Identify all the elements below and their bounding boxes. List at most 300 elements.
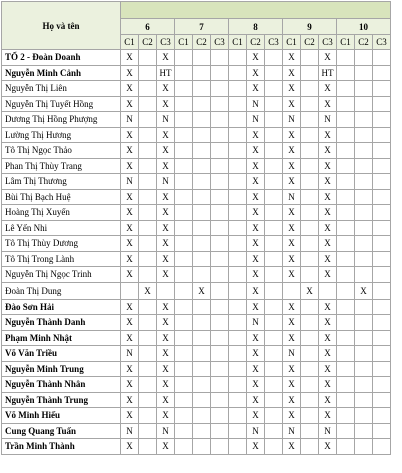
schedule-cell [139, 361, 157, 377]
schedule-cell [301, 299, 319, 315]
person-name: Nguyễn Thành Danh [2, 315, 121, 331]
schedule-cell [175, 96, 193, 112]
schedule-cell [373, 127, 391, 143]
table-row [2, 392, 391, 408]
schedule-cell [355, 127, 373, 143]
schedule-cell [211, 439, 229, 455]
class-header-7-c2: C2 [193, 35, 211, 50]
table-row [2, 282, 391, 299]
schedule-cell: X [247, 81, 265, 97]
schedule-cell [337, 330, 355, 346]
person-name: Bùi Thị Bạch Huệ [2, 189, 121, 205]
schedule-cell: X [121, 96, 139, 112]
schedule-cell [355, 65, 373, 81]
schedule-cell [139, 315, 157, 331]
schedule-cell [265, 158, 283, 174]
schedule-cell: N [157, 112, 175, 128]
schedule-cell [301, 361, 319, 377]
schedule-cell [229, 267, 247, 283]
schedule-cell: X [121, 408, 139, 424]
person-name: Võ Minh Hiếu [2, 408, 121, 424]
schedule-cell: N [247, 423, 265, 439]
schedule-cell: X [157, 408, 175, 424]
person-name: Cung Quang Tuấn [2, 423, 121, 439]
table-row [2, 315, 391, 331]
schedule-cell [139, 346, 157, 362]
schedule-cell [337, 267, 355, 283]
class-header-10-c1: C1 [337, 35, 355, 50]
class-header-7-c1: C1 [175, 35, 193, 50]
schedule-cell [355, 377, 373, 393]
schedule-cell: N [157, 423, 175, 439]
schedule-cell [175, 299, 193, 315]
person-name: Lường Thị Hương [2, 127, 121, 143]
schedule-cell [175, 251, 193, 267]
schedule-cell [193, 174, 211, 190]
schedule-cell [301, 174, 319, 190]
schedule-cell [301, 50, 319, 66]
schedule-cell [301, 65, 319, 81]
schedule-cell [355, 205, 373, 221]
schedule-cell [337, 408, 355, 424]
schedule-cell [211, 282, 229, 299]
schedule-cell [373, 112, 391, 128]
schedule-cell [211, 158, 229, 174]
grade-header-10: 10 [337, 19, 391, 35]
schedule-cell [229, 143, 247, 159]
class-header-9-c2: C2 [301, 35, 319, 50]
person-name: Tô Thị Ngọc Thảo [2, 143, 121, 159]
schedule-cell [175, 220, 193, 236]
schedule-cell [337, 236, 355, 252]
schedule-cell [355, 189, 373, 205]
schedule-cell: X [157, 50, 175, 66]
schedule-cell: X [283, 205, 301, 221]
schedule-cell: X [283, 174, 301, 190]
schedule-cell [139, 220, 157, 236]
table-row [2, 81, 391, 97]
schedule-cell [319, 282, 337, 299]
table-row [2, 127, 391, 143]
person-name: Tô Thị Thùy Dương [2, 236, 121, 252]
schedule-cell: X [157, 315, 175, 331]
schedule-cell [301, 189, 319, 205]
schedule-cell: X [283, 251, 301, 267]
person-name: Nguyễn Thành Trung [2, 392, 121, 408]
schedule-cell [265, 377, 283, 393]
schedule-cell [301, 205, 319, 221]
schedule-cell: N [283, 346, 301, 362]
table-row [2, 112, 391, 128]
schedule-cell [211, 127, 229, 143]
schedule-cell [301, 81, 319, 97]
schedule-cell [373, 423, 391, 439]
schedule-cell [355, 158, 373, 174]
schedule-cell [139, 330, 157, 346]
schedule-cell: X [319, 267, 337, 283]
schedule-cell [373, 50, 391, 66]
schedule-cell [301, 158, 319, 174]
schedule-cell: X [247, 267, 265, 283]
schedule-cell [301, 267, 319, 283]
schedule-cell [265, 361, 283, 377]
schedule-cell [193, 330, 211, 346]
schedule-cell [373, 315, 391, 331]
schedule-cell [265, 205, 283, 221]
schedule-cell [229, 189, 247, 205]
class-header-7-c3: C3 [211, 35, 229, 50]
schedule-cell [337, 174, 355, 190]
schedule-cell [265, 96, 283, 112]
schedule-cell [211, 346, 229, 362]
schedule-cell: X [121, 220, 139, 236]
schedule-cell [337, 81, 355, 97]
schedule-cell: X [283, 50, 301, 66]
schedule-cell [193, 96, 211, 112]
schedule-cell: X [157, 236, 175, 252]
schedule-cell [265, 267, 283, 283]
schedule-cell [301, 220, 319, 236]
schedule-cell: X [283, 220, 301, 236]
grade-header-9: 9 [283, 19, 337, 35]
schedule-cell [193, 423, 211, 439]
schedule-cell: X [247, 251, 265, 267]
schedule-cell [301, 408, 319, 424]
schedule-cell: X [283, 81, 301, 97]
schedule-cell [193, 439, 211, 455]
schedule-cell [139, 65, 157, 81]
schedule-cell [211, 361, 229, 377]
schedule-cell: X [157, 158, 175, 174]
class-header-10-c2: C2 [355, 35, 373, 50]
schedule-cell [337, 282, 355, 299]
schedule-cell: X [121, 158, 139, 174]
schedule-cell [373, 96, 391, 112]
schedule-cell: N [247, 112, 265, 128]
person-name: Trần Minh Thành [2, 439, 121, 455]
schedule-cell [193, 112, 211, 128]
schedule-cell [337, 346, 355, 362]
person-name: Dương Thị Hồng Phượng [2, 112, 121, 128]
schedule-cell [139, 408, 157, 424]
schedule-cell [301, 96, 319, 112]
schedule-table [1, 1, 391, 455]
schedule-cell [301, 112, 319, 128]
schedule-cell [265, 236, 283, 252]
schedule-cell [265, 143, 283, 159]
schedule-cell: X [283, 96, 301, 112]
schedule-cell [373, 189, 391, 205]
schedule-cell [139, 189, 157, 205]
schedule-cell [337, 189, 355, 205]
schedule-cell [229, 174, 247, 190]
schedule-cell [265, 408, 283, 424]
schedule-cell [139, 423, 157, 439]
schedule-cell: X [283, 315, 301, 331]
table-row [2, 330, 391, 346]
schedule-cell [175, 282, 193, 299]
schedule-cell: X [319, 330, 337, 346]
schedule-cell [229, 330, 247, 346]
schedule-cell: X [247, 377, 265, 393]
schedule-cell: N [247, 96, 265, 112]
schedule-cell: X [319, 189, 337, 205]
schedule-cell [265, 112, 283, 128]
schedule-cell: X [121, 439, 139, 455]
table-row [2, 143, 391, 159]
class-header-6-c1: C1 [121, 35, 139, 50]
schedule-cell: X [319, 251, 337, 267]
schedule-cell [175, 267, 193, 283]
schedule-cell [193, 205, 211, 221]
schedule-cell: X [247, 392, 265, 408]
schedule-cell [373, 158, 391, 174]
class-header-6-c2: C2 [139, 35, 157, 50]
class-header-8-c3: C3 [265, 35, 283, 50]
schedule-cell: X [283, 361, 301, 377]
table-row [2, 189, 391, 205]
schedule-cell [193, 361, 211, 377]
schedule-cell [337, 65, 355, 81]
schedule-cell: N [121, 112, 139, 128]
schedule-cell [229, 346, 247, 362]
person-name: Nguyễn Minh Cảnh [2, 65, 121, 81]
schedule-cell: X [319, 205, 337, 221]
class-header-9-c1: C1 [283, 35, 301, 50]
schedule-cell [265, 439, 283, 455]
schedule-cell [355, 81, 373, 97]
table-row [2, 267, 391, 283]
schedule-cell [355, 330, 373, 346]
schedule-cell: X [319, 81, 337, 97]
schedule-cell [175, 361, 193, 377]
schedule-cell [211, 205, 229, 221]
schedule-cell: X [121, 361, 139, 377]
schedule-cell [283, 282, 301, 299]
schedule-cell [139, 251, 157, 267]
schedule-cell: X [121, 65, 139, 81]
table-row [2, 50, 391, 66]
schedule-cell: X [319, 315, 337, 331]
schedule-cell: X [157, 96, 175, 112]
person-name: Lê Yến Nhi [2, 220, 121, 236]
schedule-cell [193, 315, 211, 331]
schedule-cell: X [283, 267, 301, 283]
schedule-cell [265, 423, 283, 439]
schedule-cell [139, 267, 157, 283]
schedule-cell [265, 174, 283, 190]
schedule-cell: X [283, 392, 301, 408]
schedule-cell [229, 50, 247, 66]
schedule-cell: X [283, 65, 301, 81]
schedule-cell: N [247, 315, 265, 331]
person-name: Phan Thị Thùy Trang [2, 158, 121, 174]
schedule-cell [337, 251, 355, 267]
schedule-cell [175, 315, 193, 331]
schedule-cell [301, 330, 319, 346]
person-name: Nguyễn Thị Liên [2, 81, 121, 97]
schedule-cell [355, 220, 373, 236]
schedule-cell: X [121, 330, 139, 346]
schedule-cell: X [247, 127, 265, 143]
schedule-cell: X [247, 282, 265, 299]
schedule-cell [265, 392, 283, 408]
schedule-cell [265, 50, 283, 66]
table-row [2, 439, 391, 455]
schedule-cell [211, 299, 229, 315]
schedule-cell [229, 315, 247, 331]
schedule-cell [175, 189, 193, 205]
schedule-cell [337, 315, 355, 331]
schedule-cell [139, 112, 157, 128]
schedule-cell: X [157, 439, 175, 455]
class-header-8-c1: C1 [229, 35, 247, 50]
schedule-cell [139, 158, 157, 174]
schedule-cell [301, 251, 319, 267]
table-row [2, 220, 391, 236]
schedule-cell [373, 299, 391, 315]
schedule-cell [175, 50, 193, 66]
schedule-cell [373, 205, 391, 221]
schedule-cell [373, 81, 391, 97]
schedule-cell: X [247, 408, 265, 424]
class-header-10-c3: C3 [373, 35, 391, 50]
schedule-cell: N [283, 189, 301, 205]
schedule-cell [355, 315, 373, 331]
schedule-cell [175, 330, 193, 346]
schedule-cell: X [157, 330, 175, 346]
person-name: Đoàn Thị Dung [2, 282, 121, 299]
schedule-cell: X [247, 174, 265, 190]
schedule-cell [337, 299, 355, 315]
schedule-cell [229, 439, 247, 455]
schedule-cell [193, 346, 211, 362]
schedule-cell [265, 315, 283, 331]
schedule-cell [265, 330, 283, 346]
schedule-cell [175, 423, 193, 439]
schedule-cell [337, 50, 355, 66]
class-header-6-c3: C3 [157, 35, 175, 50]
schedule-cell [175, 143, 193, 159]
schedule-cell [373, 377, 391, 393]
schedule-cell [355, 112, 373, 128]
schedule-cell: X [247, 65, 265, 81]
table-body [2, 50, 391, 455]
schedule-cell [355, 174, 373, 190]
schedule-cell: X [283, 236, 301, 252]
schedule-cell [211, 189, 229, 205]
schedule-cell [355, 251, 373, 267]
schedule-cell [301, 346, 319, 362]
class-header-9-c3: C3 [319, 35, 337, 50]
grade-header-6: 6 [121, 19, 175, 35]
schedule-cell [229, 236, 247, 252]
schedule-cell [355, 423, 373, 439]
schedule-cell [337, 158, 355, 174]
schedule-cell [355, 299, 373, 315]
schedule-cell [373, 236, 391, 252]
schedule-cell: X [319, 127, 337, 143]
table-row [2, 205, 391, 221]
schedule-cell [301, 377, 319, 393]
schedule-cell [211, 251, 229, 267]
table-row [2, 174, 391, 190]
schedule-cell: N [121, 423, 139, 439]
schedule-cell [373, 267, 391, 283]
table-row [2, 251, 391, 267]
schedule-cell: X [319, 408, 337, 424]
schedule-cell: X [157, 267, 175, 283]
table-row [2, 361, 391, 377]
table-row [2, 377, 391, 393]
schedule-cell [265, 189, 283, 205]
schedule-cell [193, 392, 211, 408]
grade-header-7: 7 [175, 19, 229, 35]
schedule-cell [355, 50, 373, 66]
schedule-cell [373, 361, 391, 377]
person-name: Phạm Minh Nhật [2, 330, 121, 346]
schedule-cell: X [121, 267, 139, 283]
schedule-cell [265, 251, 283, 267]
schedule-cell [355, 236, 373, 252]
schedule-cell: X [247, 158, 265, 174]
schedule-cell: X [121, 189, 139, 205]
schedule-cell [193, 236, 211, 252]
schedule-cell [373, 439, 391, 455]
schedule-cell: X [283, 127, 301, 143]
schedule-cell [301, 423, 319, 439]
schedule-cell [337, 392, 355, 408]
schedule-cell [229, 127, 247, 143]
schedule-cell [373, 408, 391, 424]
schedule-cell [211, 174, 229, 190]
schedule-cell [355, 408, 373, 424]
table-row [2, 96, 391, 112]
schedule-cell [139, 439, 157, 455]
schedule-cell: X [319, 220, 337, 236]
schedule-cell: X [157, 392, 175, 408]
schedule-cell [337, 377, 355, 393]
schedule-cell [355, 392, 373, 408]
schedule-cell [373, 220, 391, 236]
schedule-cell [229, 377, 247, 393]
schedule-cell [229, 65, 247, 81]
schedule-cell [139, 81, 157, 97]
schedule-cell [211, 408, 229, 424]
schedule-cell [229, 112, 247, 128]
schedule-cell: X [319, 236, 337, 252]
schedule-cell [175, 392, 193, 408]
schedule-cell [175, 81, 193, 97]
person-name: Tô Thị Trong Lành [2, 251, 121, 267]
schedule-cell: X [283, 330, 301, 346]
schedule-cell [355, 267, 373, 283]
schedule-cell [337, 96, 355, 112]
schedule-cell: X [283, 377, 301, 393]
schedule-cell [337, 112, 355, 128]
schedule-cell [355, 96, 373, 112]
schedule-cell: N [319, 423, 337, 439]
schedule-cell: X [157, 346, 175, 362]
table-row [2, 299, 391, 315]
schedule-cell [265, 299, 283, 315]
table-row [2, 158, 391, 174]
schedule-cell [229, 392, 247, 408]
schedule-cell [337, 361, 355, 377]
schedule-cell [265, 81, 283, 97]
schedule-cell: N [283, 423, 301, 439]
schedule-cell: X [157, 205, 175, 221]
